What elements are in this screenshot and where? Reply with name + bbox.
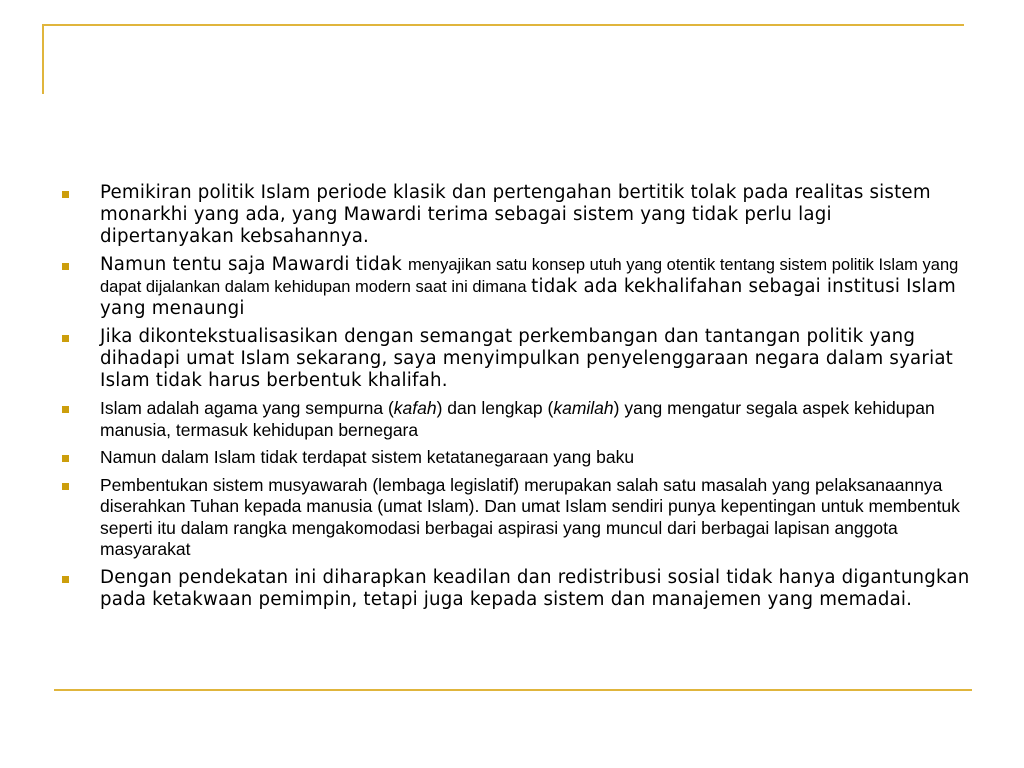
bullet-text-part: menyajikan satu konsep utuh yang otentik tentang sistem politik Islam yang dapat dijalankan dalam kehidupan modern saat ini dimana <box>100 256 959 296</box>
bullet-item-4 <box>60 398 970 441</box>
frame-top-line <box>42 24 964 26</box>
square-bullet-icon <box>62 263 69 270</box>
square-bullet-icon <box>62 406 69 413</box>
bullet-item-7 <box>60 567 970 611</box>
bullet-text-italic: kafah <box>393 398 437 418</box>
square-bullet-icon <box>62 455 69 462</box>
square-bullet-icon <box>62 483 69 490</box>
bullet-text: Pemikiran politik Islam periode klasik dan pertengahan bertitik tolak pada realitas sistem monarkhi yang ada, yang Mawardi terima sebagai sistem yang tidak perlu lagi dipertanyakan kebsahannya. <box>100 182 931 247</box>
square-bullet-icon <box>62 335 69 342</box>
bullet-item-1 <box>60 182 970 248</box>
bullet-text: Namun dalam Islam tidak terdapat sistem ketatanegaraan yang baku <box>100 447 635 467</box>
bullet-text-part: tidak ada kekhalifahan sebagai institusi Islam yang menaungi <box>100 276 956 319</box>
bullet-text: Jika dikontekstualisasikan dengan semangat perkembangan dan tantangan politik yang dihadapi umat Islam sekarang, saya menyimpulkan penyelenggaraan negara dalam syariat Islam tidak harus berbentuk khalifah. <box>100 326 954 391</box>
square-bullet-icon <box>62 576 69 583</box>
bullet-text-part: ) yang mengatur segala aspek kehidupan manusia, termasuk kehidupan bernegara <box>100 398 935 440</box>
bullet-text: Pembentukan sistem musyawarah (lembaga legislatif) merupakan salah satu masalah yang pelaksanaannya diserahkan Tuhan kepada manusia (umat Islam). Dan umat Islam sendiri punya kepentingan untuk membentuk seperti itu dalam rangka mengakomodasi berbagai aspirasi yang muncul dari berbagai lapisan anggota masyarakat <box>100 474 960 559</box>
bullet-text: Dengan pendekatan ini diharapkan keadilan dan redistribusi sosial tidak hanya digantungkan pada ketakwaan pemimpin, tetapi juga kepada sistem dan manajemen yang memadai. <box>100 566 970 610</box>
bullet-item-2 <box>60 254 970 320</box>
bullet-text-italic: kamilah <box>553 398 614 418</box>
bullet-text-part: Islam adalah agama yang sempurna ( <box>100 398 394 418</box>
frame-bottom-line <box>54 689 972 691</box>
bullet-item-5 <box>60 447 970 469</box>
square-bullet-icon <box>62 191 69 198</box>
bullet-item-6 <box>60 475 970 561</box>
bullet-text-part: ) dan lengkap ( <box>436 398 554 418</box>
bullet-list <box>60 182 970 617</box>
frame-left-line <box>42 24 44 94</box>
bullet-item-3 <box>60 326 970 392</box>
bullet-text-part: Namun tentu saja Mawardi tidak <box>100 254 408 275</box>
